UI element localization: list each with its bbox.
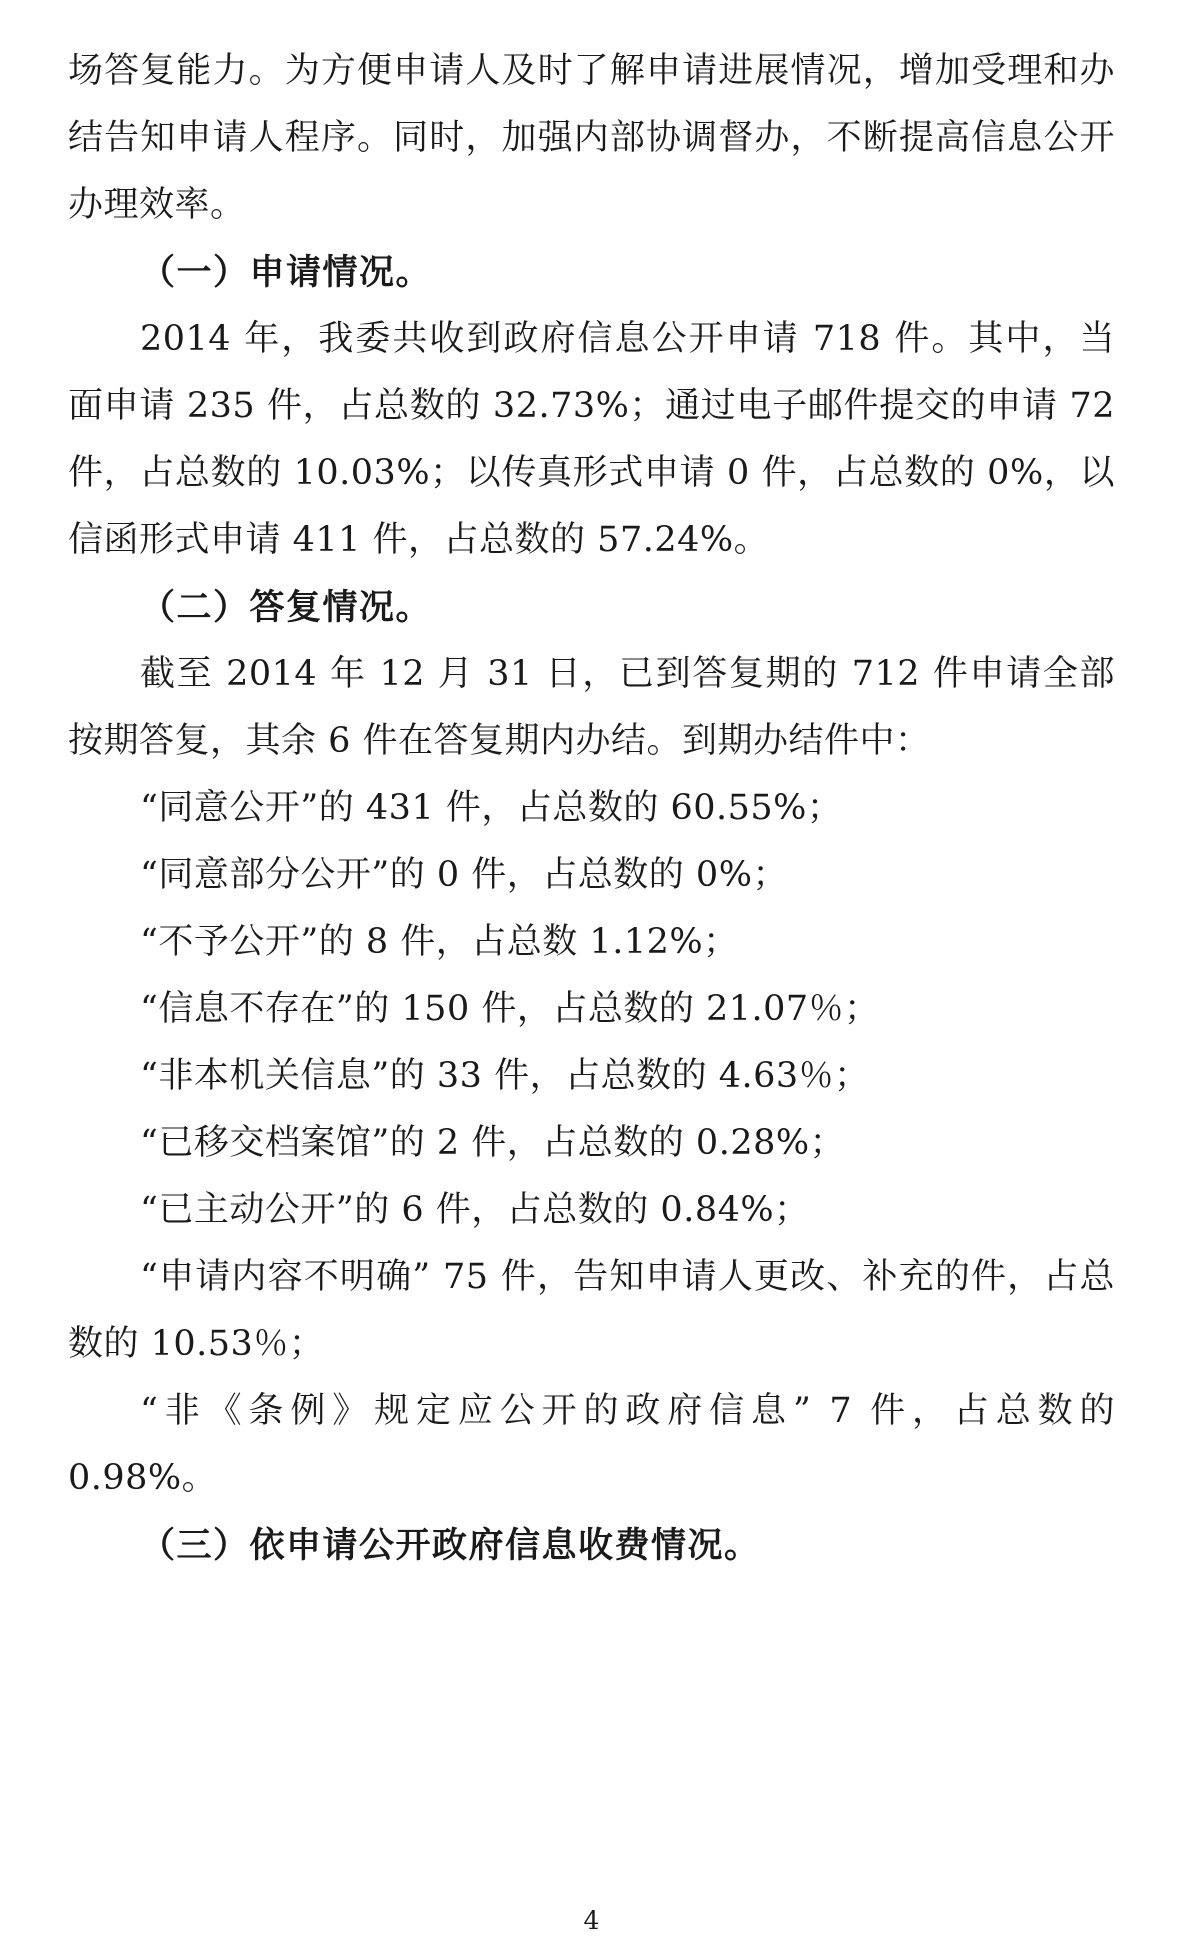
paragraph-replies: 截至 2014 年 12 月 31 日，已到答复期的 712 件申请全部按期答复，其余 6 件在答复期内办结。到期办结件中：	[68, 654, 1115, 761]
document-body	[68, 38, 1115, 1906]
page-number: 4	[583, 1906, 600, 1935]
reply-item-not-regulated: “非《条例》规定应公开的政府信息” 7 件，占总数的 0.98%。	[68, 1391, 1115, 1498]
reply-item-partial-public: “同意部分公开”的 0 件，占总数的 0%；	[140, 855, 788, 895]
section-heading-two: （二）答复情况。	[140, 587, 433, 628]
paragraph-applications: 2014 年，我委共收到政府信息公开申请 718 件。其中，当面申请 235 件，占总数的 32.73%；通过电子邮件提交的申请 72 件，占总数的 10.03%；以传真形式申请 0 件，占总数的 0%，以信函形式申请 411 件，占总数的 57.24%。	[68, 319, 1115, 560]
reply-item-info-absent: “信息不存在”的 150 件，占总数的 21.07％；	[140, 989, 880, 1029]
reply-item-agree-public: “同意公开”的 431 件，占总数的 60.55%；	[140, 788, 843, 828]
paragraph-continued: 场答复能力。为方便申请人及时了解申请进展情况，增加受理和办结告知申请人程序。同时，加强内部协调督办，不断提高信息公开办理效率。	[68, 51, 1115, 225]
reply-item-transferred-archive: “已移交档案馆”的 2 件，占总数的 0.28%；	[140, 1123, 846, 1163]
section-heading-three: （三）依申请公开政府信息收费情况。	[140, 1525, 761, 1566]
reply-item-other-agency: “非本机关信息”的 33 件，占总数的 4.63％；	[140, 1056, 870, 1096]
reply-item-unclear-request: “申请内容不明确” 75 件，告知申请人更改、补充的件，占总数的 10.53％；	[68, 1257, 1115, 1364]
section-heading-one: （一）申请情况。	[140, 252, 433, 293]
reply-item-already-public: “已主动公开”的 6 件，占总数的 0.84%；	[140, 1190, 810, 1230]
reply-item-not-public: “不予公开”的 8 件，占总数 1.12%；	[140, 922, 739, 962]
